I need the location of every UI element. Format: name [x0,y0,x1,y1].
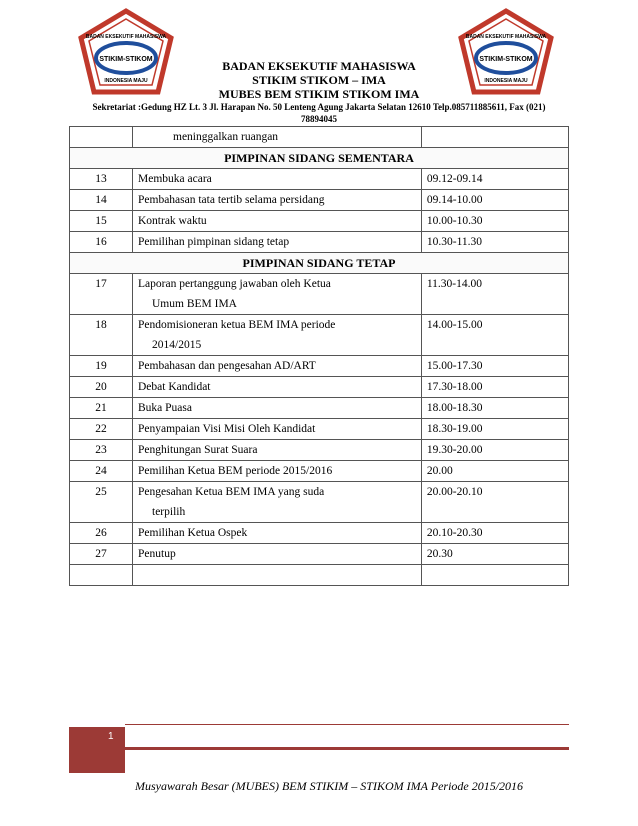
row-time: 09.12-09.14 [421,169,568,190]
row-number: 22 [70,419,133,440]
page-number: 1 [108,731,114,742]
row-time [421,565,568,586]
logo-bottom-text: INDONESIA MAJU [104,78,148,84]
table-row [70,190,569,211]
empty-row [70,565,569,586]
row-number [70,565,133,586]
table-row [70,398,569,419]
footer-page-box [69,727,125,773]
logo-center-text: STIKIM-STIKOM [99,56,153,63]
row-time [421,127,568,148]
row-time: 18.30-19.00 [421,419,568,440]
row-time: 20.30 [421,544,568,565]
row-activity: Pemilihan pimpinan sidang tetap [133,232,422,253]
table-row [70,232,569,253]
row-activity: Pendomisioneran ketua BEM IMA periode [138,319,336,331]
row-activity: Pemilihan Ketua BEM periode 2015/2016 [133,461,422,482]
row-activity-continued: terpilih [152,506,186,518]
row-number: 15 [70,211,133,232]
row-time: 11.30-14.00 [421,274,568,315]
row-time: 09.14-10.00 [421,190,568,211]
row-time: 10.30-11.30 [421,232,568,253]
row-activity: Pembahasan tata tertib selama persidang [133,190,422,211]
row-activity-continued: Umum BEM IMA [152,298,237,310]
table-row [70,377,569,398]
row-activity: meninggalkan ruangan [133,127,422,148]
row-time: 14.00-15.00 [421,315,568,356]
table-row [70,461,569,482]
table-row [70,356,569,377]
row-activity-cell [133,482,422,523]
logo-center-text: STIKIM-STIKOM [479,56,533,63]
section-title: PIMPINAN SIDANG TETAP [70,253,569,274]
header-address: Sekretariat :Gedung HZ Lt. 3 Jl. Harapan No. 50 Lenteng Agung Jakarta Selatan 12610 Telp.085711885611, Fax (021) [92,102,546,112]
row-number: 23 [70,440,133,461]
row-number: 26 [70,523,133,544]
row-activity: Kontrak waktu [133,211,422,232]
table-row [70,544,569,565]
row-time: 20.00 [421,461,568,482]
row-activity: Pembahasan dan pengesahan AD/ART [133,356,422,377]
table-row [70,169,569,190]
row-number: 24 [70,461,133,482]
row-number: 17 [70,274,133,315]
row-time: 20.10-20.30 [421,523,568,544]
row-activity: Penutup [133,544,422,565]
table-row [70,127,569,148]
footer-text: Musyawarah Besar (MUBES) BEM STIKIM – STIKOM IMA Periode 2015/2016 [135,779,524,793]
logo-bottom-text: INDONESIA MAJU [484,78,528,84]
table-row [70,440,569,461]
row-time: 19.30-20.00 [421,440,568,461]
row-time: 18.00-18.30 [421,398,568,419]
schedule-table [69,126,569,586]
row-activity-continued: 2014/2015 [152,339,202,351]
row-number: 19 [70,356,133,377]
row-activity: Pemilihan Ketua Ospek [133,523,422,544]
row-number: 14 [70,190,133,211]
row-number: 13 [70,169,133,190]
row-activity [133,565,422,586]
footer-rule-top [125,724,569,725]
row-number: 18 [70,315,133,356]
row-activity: Laporan pertanggung jawaban oleh Ketua [138,278,331,290]
row-activity: Pengesahan Ketua BEM IMA yang suda [138,486,325,498]
header-event-name: MUBES BEM STIKIM STIKOM IMA [218,87,420,101]
row-activity-cell [133,315,422,356]
row-time: 17.30-18.00 [421,377,568,398]
row-number: 20 [70,377,133,398]
header-campus-name: STIKIM STIKOM – IMA [252,73,386,87]
footer-rule-bottom [125,747,569,750]
logo-top-text: BADAN EKSEKUTIF MAHASISWA [465,34,547,40]
row-activity: Membuka acara [133,169,422,190]
row-time: 15.00-17.30 [421,356,568,377]
table-row [70,211,569,232]
section-header-row [70,148,569,169]
row-activity: Penyampaian Visi Misi Oleh Kandidat [133,419,422,440]
section-title: PIMPINAN SIDANG SEMENTARA [70,148,569,169]
table-row [70,274,569,315]
row-number: 27 [70,544,133,565]
table-row [70,419,569,440]
row-activity: Debat Kandidat [133,377,422,398]
table-row [70,523,569,544]
row-number [70,127,133,148]
row-activity: Penghitungan Surat Suara [133,440,422,461]
header-org-name: BADAN EKSEKUTIF MAHASISWA [222,59,416,73]
section-header-row [70,253,569,274]
table-row [70,315,569,356]
row-activity: Buka Puasa [133,398,422,419]
header-fax: 78894045 [301,114,337,124]
row-number: 25 [70,482,133,523]
logo-top-text: BADAN EKSEKUTIF MAHASISWA [85,34,167,40]
table-row [70,482,569,523]
row-time: 10.00-10.30 [421,211,568,232]
row-activity-cell [133,274,422,315]
row-time: 20.00-20.10 [421,482,568,523]
row-number: 16 [70,232,133,253]
row-number: 21 [70,398,133,419]
